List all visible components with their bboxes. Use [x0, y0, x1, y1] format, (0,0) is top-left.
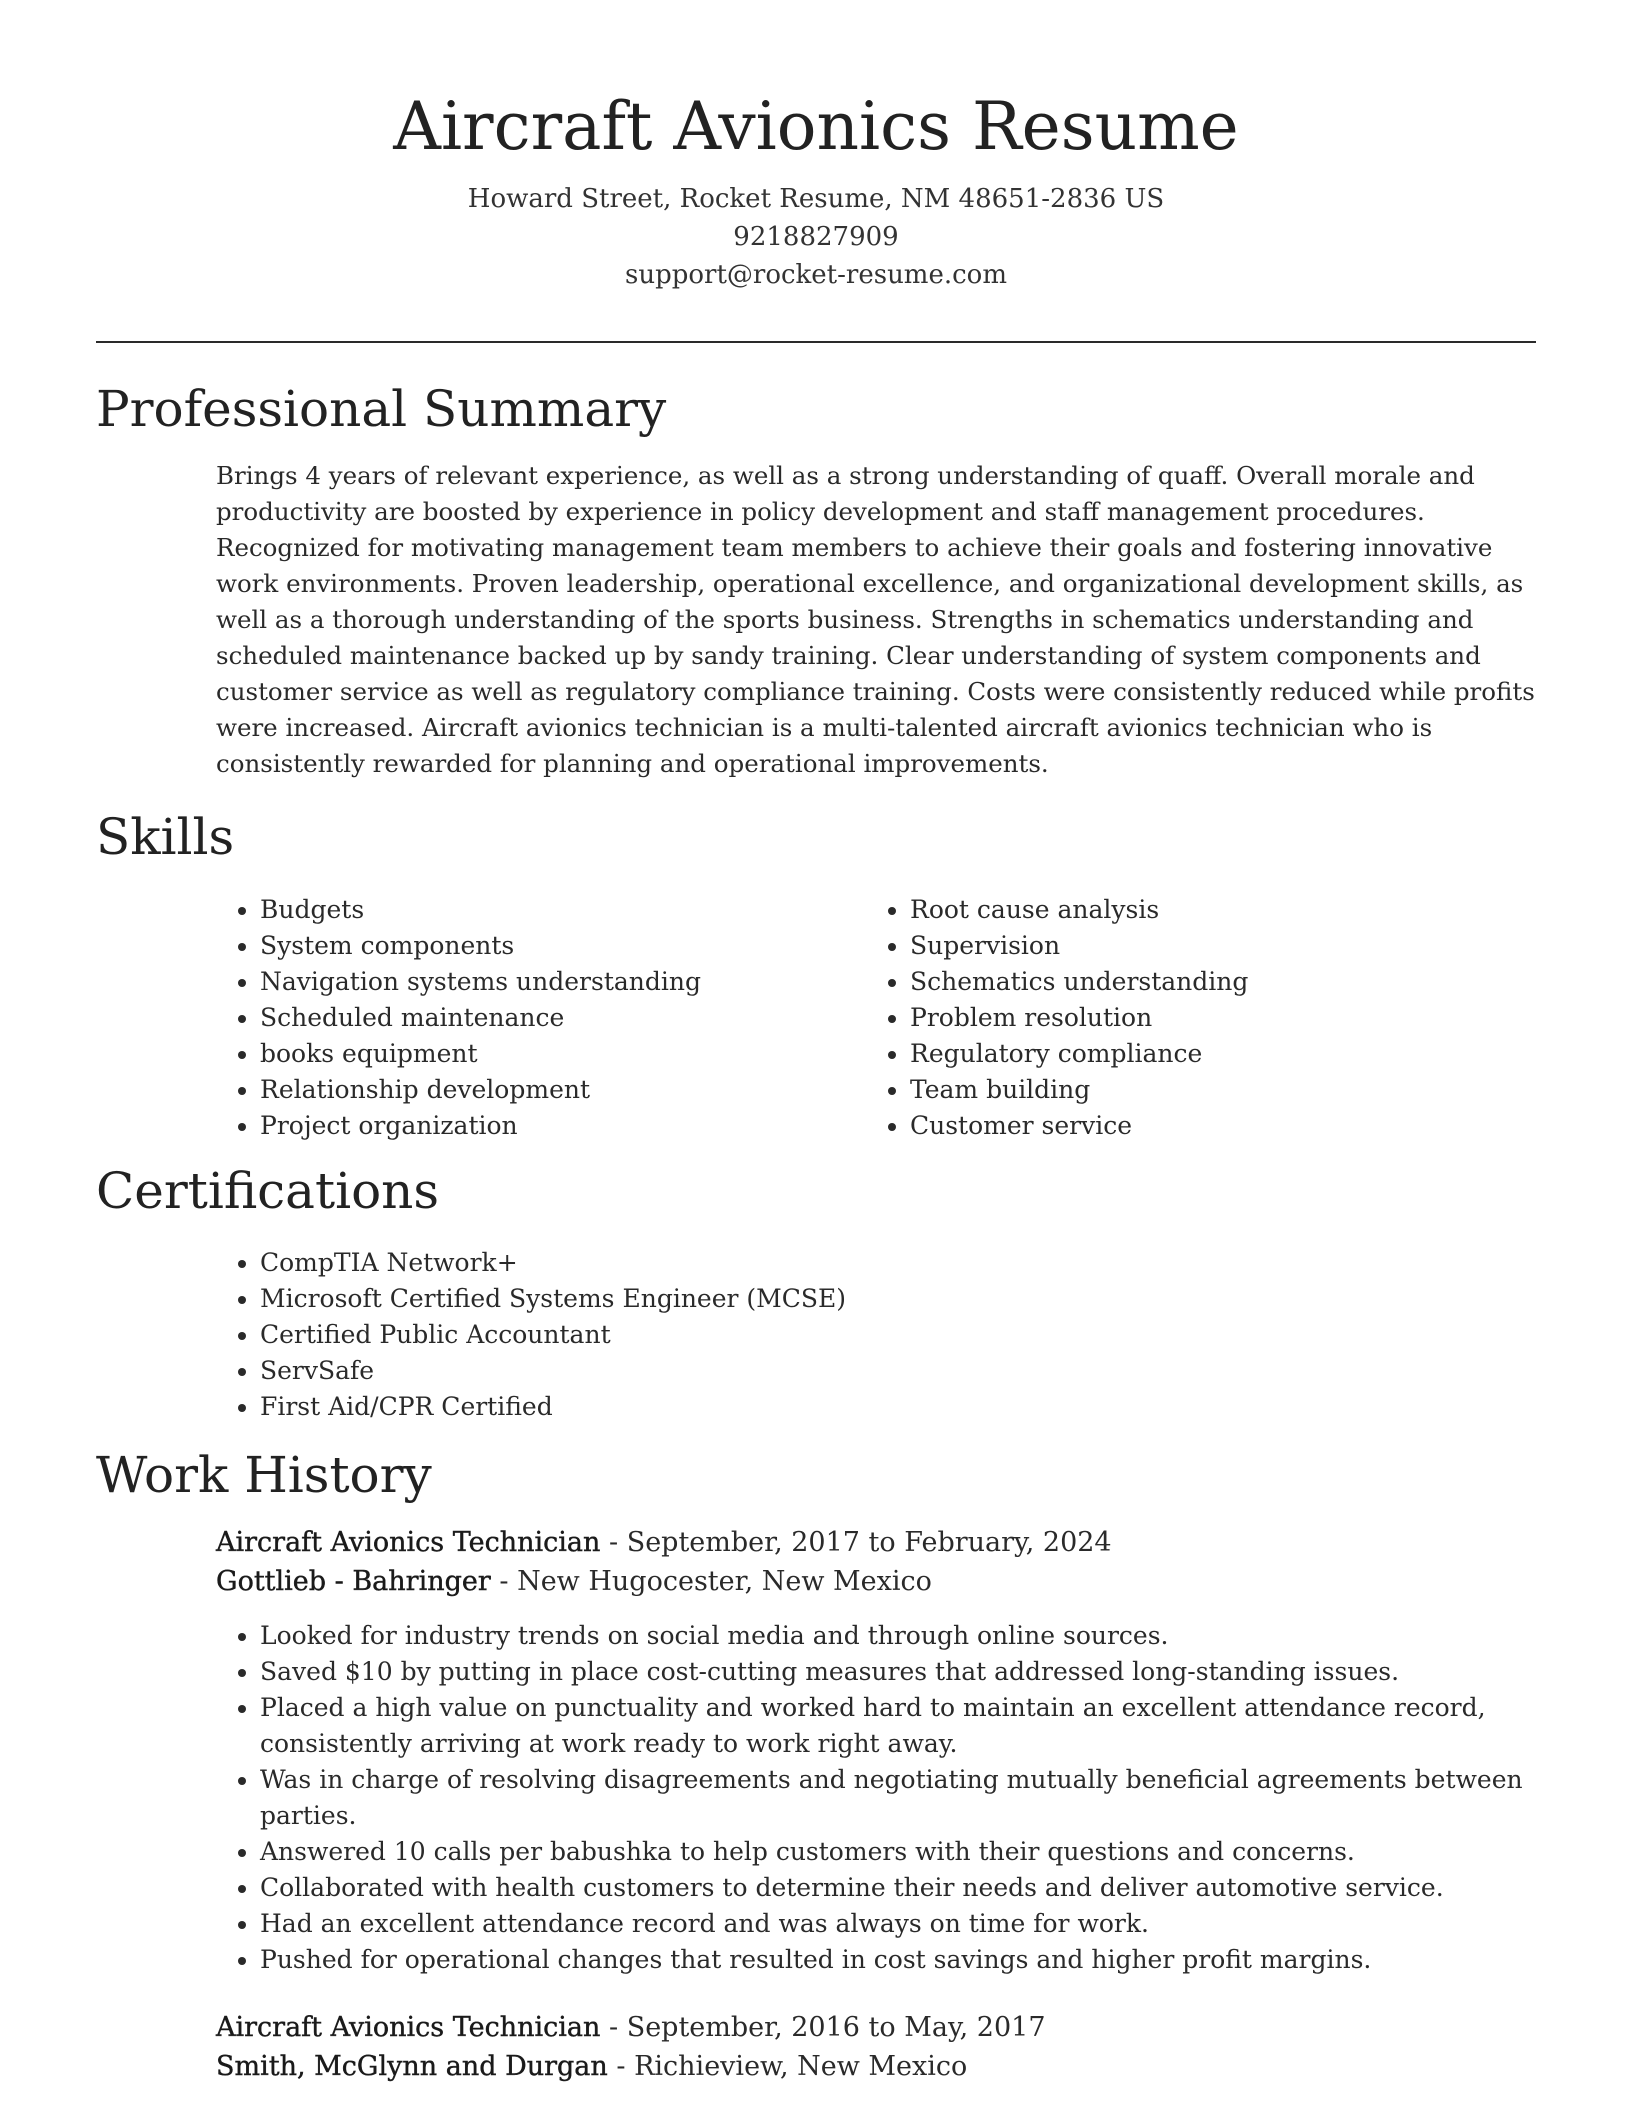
contact-info: [96, 180, 1536, 294]
list-item: • Microsoft Certified Systems Engineer (MCSE): [260, 1281, 1536, 1317]
list-item: • Relationship development: [260, 1072, 866, 1108]
list-item: • Team building: [910, 1072, 1516, 1108]
job-dates: - September, 2017 to February, 2024: [600, 1527, 1112, 1558]
skills-column-right: [866, 892, 1516, 1144]
skills-list-left: [216, 892, 866, 1144]
job-1-bullets: [216, 1618, 1536, 1978]
list-item: • Budgets: [260, 892, 866, 928]
list-item: • Looked for industry trends on social media and through online sources.: [260, 1618, 1536, 1654]
list-item: • Project organization: [260, 1108, 866, 1144]
job-company: Gottlieb - Bahringer: [216, 1566, 491, 1597]
skills-list-right: [866, 892, 1516, 1144]
list-item: • Saved $10 by putting in place cost-cutting measures that addressed long-standing issues.: [260, 1654, 1536, 1690]
job-title: Aircraft Avionics Technician: [216, 1527, 601, 1558]
list-item: • Navigation systems understanding: [260, 964, 866, 1000]
list-item: • books equipment: [260, 1036, 866, 1072]
list-item: • Answered 10 calls per babushka to help customers with their questions and concerns.: [260, 1834, 1536, 1870]
job-company: Smith, McGlynn and Durgan: [216, 2051, 608, 2082]
list-item: • Certified Public Accountant: [260, 1317, 1536, 1353]
list-item: • Problem resolution: [910, 1000, 1516, 1036]
list-item: • System components: [260, 928, 866, 964]
work-history-heading: Work History: [96, 1446, 432, 1504]
list-item: • Pushed for operational changes that resulted in cost savings and higher profit margins.: [260, 1942, 1536, 1978]
job-location: - Richieview, New Mexico: [607, 2051, 968, 2082]
phone-text: 9218827909: [733, 222, 899, 252]
job-title: Aircraft Avionics Technician: [216, 2012, 601, 2043]
list-item: • First Aid/CPR Certified: [260, 1389, 1536, 1425]
list-item: • Scheduled maintenance: [260, 1000, 866, 1036]
list-item: • Collaborated with health customers to determine their needs and deliver automotive service.: [260, 1870, 1536, 1906]
page-title: Aircraft Avionics Resume: [393, 88, 1239, 165]
job-dates: - September, 2016 to May, 2017: [600, 2012, 1046, 2043]
job-2-title-line: [216, 2008, 1536, 2047]
list-item: • Root cause analysis: [910, 892, 1516, 928]
job-location: - New Hugocester, New Mexico: [490, 1566, 932, 1597]
list-item: • Supervision: [910, 928, 1516, 964]
skills-column-left: [216, 892, 866, 1144]
skills-heading: Skills: [96, 808, 235, 866]
list-item: • Regulatory compliance: [910, 1036, 1516, 1072]
resume-header: [96, 82, 1536, 294]
list-item: • Placed a high value on punctuality and worked hard to maintain an excellent attendance record, consistently arriving at work ready to work right away.: [260, 1690, 1536, 1762]
list-item: • Was in charge of resolving disagreements and negotiating mutually beneficial agreements between parties.: [260, 1762, 1536, 1834]
job-1-title-line: [216, 1523, 1536, 1562]
job-2-header: [216, 2008, 1536, 2086]
list-item: • Schematics understanding: [910, 964, 1516, 1000]
list-item: • CompTIA Network+: [260, 1245, 1536, 1281]
email-text: support@rocket-resume.com: [624, 260, 1007, 290]
job-2-company-line: [216, 2047, 1536, 2086]
certifications-block: [216, 1245, 1536, 1425]
summary-text: Brings 4 years of relevant experience, as well as a strong understanding of quaff. Overall morale and productivity are boosted by experience in policy development and staff management procedures. Recognized for motivating management team members to achieve their goals and fostering innovative work environments. Proven leadership, operational excellence, and organizational development skills, as well as a thorough understanding of the sports business. Strengths in schematics understanding and scheduled maintenance backed up by sandy training. Clear understanding of system components and customer service as well as regulatory compliance training. Costs were consistently reduced while profits were increased. Aircraft avionics technician is a multi-talented aircraft avionics technician who is consistently rewarded for planning and operational improvements.: [216, 461, 1535, 778]
list-item: • Customer service: [910, 1108, 1516, 1144]
address-text: Howard Street, Rocket Resume, NM 48651-2836 US: [467, 184, 1165, 214]
certifications-heading: Certifications: [96, 1162, 440, 1220]
list-item: • Had an excellent attendance record and was always on time for work.: [260, 1906, 1536, 1942]
header-divider: [96, 341, 1536, 343]
summary-heading: Professional Summary: [96, 380, 667, 438]
certifications-list: [216, 1245, 1536, 1425]
list-item: • ServSafe: [260, 1353, 1536, 1389]
job-1-header: [216, 1523, 1536, 1601]
job-1-bullet-list: [216, 1618, 1536, 1978]
skills-columns: [216, 892, 1536, 1144]
job-1-company-line: [216, 1562, 1536, 1601]
